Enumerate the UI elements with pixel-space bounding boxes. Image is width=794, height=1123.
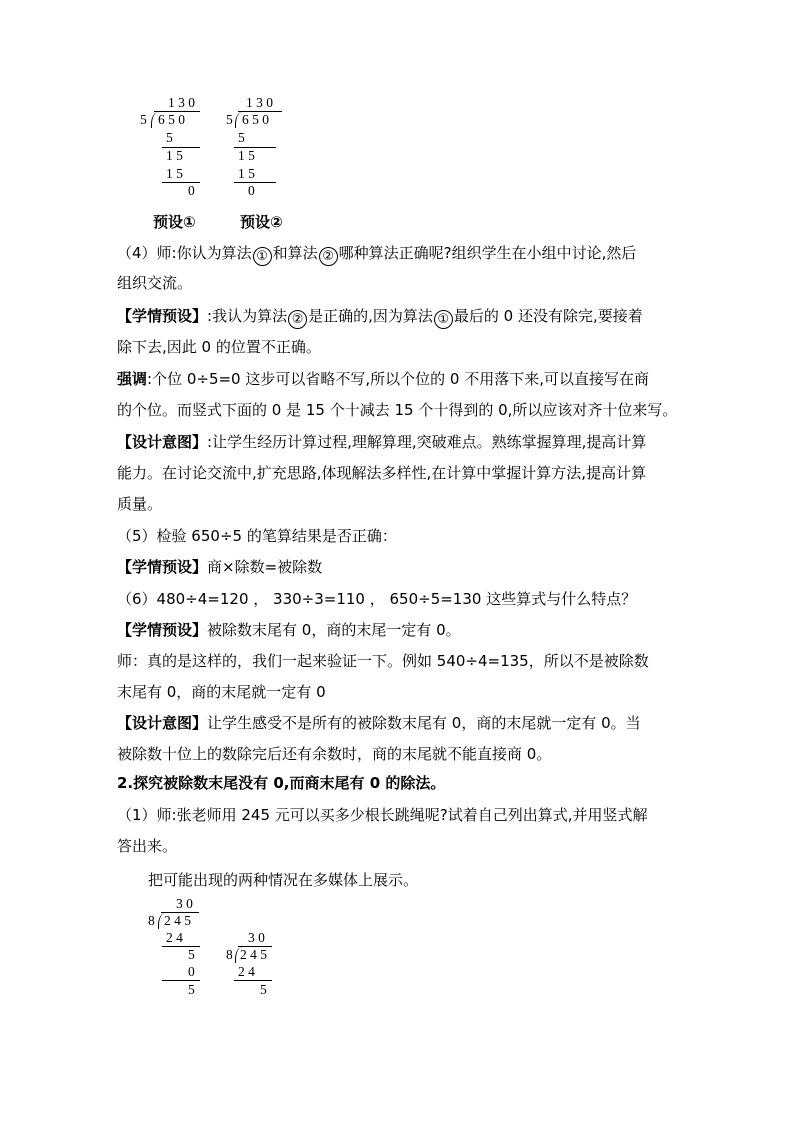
question-1-line2: 答出来。 [117, 837, 178, 855]
step-remainder: 5 [260, 982, 267, 997]
dividend: 2 4 5 [164, 913, 191, 928]
design-intent-2-line2: 被除数十位上的数除完后还有余数时，商的末尾就不能直接商 0。 [117, 745, 552, 763]
step-subtract: 2 4 [166, 930, 183, 945]
divisor: 5 [140, 112, 147, 127]
emphasis-line2: 的个位。而竖式下面的 0 是 15 个十减去 15 个十得到的 0,所以应该对齐十位来写。 [117, 401, 678, 419]
step-remainder: 5 [188, 982, 195, 997]
step-subtract: 2 4 [238, 964, 255, 979]
question-4: （4）师:你认为算法 ① 和算法 ② 哪种算法正确呢?组织学生在小组中讨论,然后 [117, 244, 637, 264]
preset-label-1: 预设① [153, 213, 196, 231]
division-bracket [151, 112, 158, 128]
show-cases: 把可能出现的两种情况在多媒体上展示。 [148, 871, 419, 889]
study-preset-2: 【学情预设】商×除数=被除数 [117, 558, 323, 576]
design-intent-1-line3: 质量。 [117, 495, 163, 513]
divisor: 5 [226, 112, 233, 127]
quotient: 1 3 0 [246, 95, 273, 110]
step-subtract: 0 [188, 964, 195, 979]
question-1: （1）师:张老师用 245 元可以买多少根长跳绳呢?试着自己列出算式,并用竖式解 [117, 806, 648, 824]
divisor: 8 [226, 947, 233, 962]
step-subtract: 5 [238, 130, 245, 145]
quotient: 3 0 [248, 930, 265, 945]
circled-number-2: ② [319, 247, 338, 266]
step-line [162, 980, 200, 981]
question-5: （5）检验 650÷5 的笔算结果是否正确： [117, 527, 397, 545]
circled-number-1: ① [434, 310, 453, 329]
circled-number-1: ① [253, 247, 272, 266]
design-intent-1: 【设计意图】:让学生经历计算过程,理解算理,突破难点。熟练掌握算理,提高计算 [117, 433, 647, 451]
division-bracket [235, 112, 242, 128]
study-preset-3: 【学情预设】被除数末尾有 0，商的末尾一定有 0。 [117, 621, 461, 639]
preset-label-2: 预设② [240, 213, 283, 231]
step-subtract: 5 [166, 130, 173, 145]
step-remainder: 1 5 [238, 148, 255, 163]
teacher-remark: 师：真的是这样的，我们一起来验证一下。例如 540÷4=135，所以不是被除数 [117, 652, 649, 670]
step-remainder: 5 [188, 947, 195, 962]
study-preset-1-line2: 除下去,因此 0 的位置不正确。 [117, 338, 321, 356]
question-6: （6）480÷4=120 ， 330÷3=110 ， 650÷5=130 这些算式与什么特点？ [117, 590, 637, 608]
quotient: 3 0 [176, 896, 193, 911]
dividend: 2 4 5 [240, 947, 267, 962]
step-line [234, 980, 272, 981]
circled-number-2: ② [288, 310, 307, 329]
question-4-line2: 组织交流。 [117, 274, 193, 292]
step-remainder: 0 [188, 183, 195, 198]
study-preset-1: 【学情预设】:我认为算法 ② 是正确的,因为算法 ① 最后的 0 还没有除完,要接着 [117, 307, 643, 327]
step-subtract: 1 5 [238, 166, 255, 181]
quotient: 1 3 0 [168, 95, 195, 110]
divisor: 8 [148, 913, 155, 928]
dividend: 6 5 0 [242, 112, 269, 127]
teacher-remark-line2: 末尾有 0，商的末尾就一定有 0 [117, 683, 326, 701]
section-heading-2: 2.探究被除数末尾没有 0,而商末尾有 0 的除法。 [117, 774, 446, 792]
step-subtract: 1 5 [166, 166, 183, 181]
dividend: 6 5 0 [158, 112, 185, 127]
design-intent-2: 【设计意图】让学生感受不是所有的被除数末尾有 0，商的末尾就一定有 0。当 [117, 714, 641, 732]
step-line [234, 182, 276, 183]
step-remainder: 1 5 [166, 148, 183, 163]
step-remainder: 0 [248, 183, 255, 198]
design-intent-1-line2: 能力。在讨论交流中,扩充思路,体现解法多样性,在计算中掌握计算方法,提高计算 [117, 464, 647, 482]
emphasis: 强调:个位 0÷5=0 这步可以省略不写,所以个位的 0 不用落下来,可以直接写在商 [117, 370, 649, 388]
